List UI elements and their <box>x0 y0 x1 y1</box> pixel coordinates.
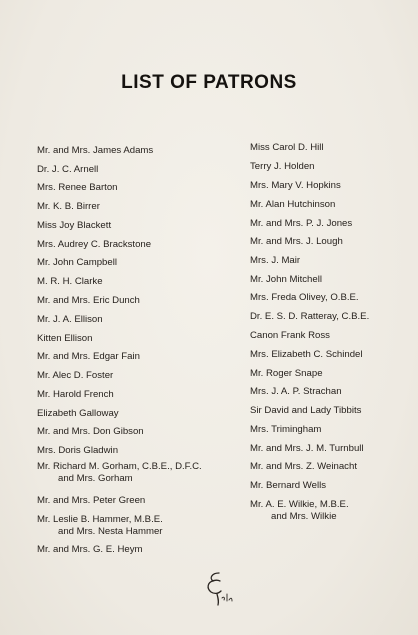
patron-entry <box>250 274 322 286</box>
patron-name: Mrs. Trimingham <box>250 424 322 435</box>
patron-entry <box>250 199 335 211</box>
patron-entry <box>250 311 369 323</box>
patron-name: Terry J. Holden <box>250 161 315 172</box>
patron-entry <box>250 180 341 192</box>
patron-name: Mr. Roger Snape <box>250 368 323 379</box>
patron-name: M. R. H. Clarke <box>37 276 103 287</box>
patron-name-continuation: and Mrs. Nesta Hammer <box>58 526 163 537</box>
patron-entry <box>250 330 330 342</box>
patron-name: Mrs. Mary V. Hopkins <box>250 180 341 191</box>
patron-entry <box>37 408 119 420</box>
page-title: LIST OF PATRONS <box>121 72 297 93</box>
patron-entry <box>250 142 324 154</box>
patron-entry <box>250 480 326 492</box>
patron-name: Mrs. Elizabeth C. Schindel <box>250 349 363 360</box>
patron-name: Mr. Richard M. Gorham, C.B.E., D.F.C. <box>37 461 202 472</box>
patron-entry <box>250 424 321 436</box>
patron-entry <box>37 389 114 401</box>
patron-entry <box>37 514 163 538</box>
patron-entry <box>250 161 315 173</box>
patron-name: Mr. and Mrs. Edgar Fain <box>37 351 140 362</box>
patron-name: Mrs. Renee Barton <box>37 182 118 193</box>
patron-name: Mr. and Mrs. J. M. Turnbull <box>250 443 364 454</box>
patron-name: Mr. and Mrs. Z. Weinacht <box>250 461 357 472</box>
patron-entry <box>250 386 342 398</box>
patron-entry <box>37 351 140 363</box>
patron-entry <box>250 255 300 267</box>
patron-name: Mr. John Mitchell <box>250 274 322 285</box>
patron-entry <box>250 368 323 380</box>
patron-entry <box>37 370 113 382</box>
patron-name: Mr. Leslie B. Hammer, M.B.E. <box>37 514 163 525</box>
patron-entry <box>37 145 153 157</box>
patron-name: Mr. John Campbell <box>37 257 117 268</box>
patron-name: Mr. K. B. Birrer <box>37 201 100 212</box>
patron-name: Mr. and Mrs. James Adams <box>37 145 154 156</box>
patron-entry <box>250 236 343 248</box>
patron-name: Mr. Alec D. Foster <box>37 370 114 381</box>
patron-entry <box>37 544 143 556</box>
patron-entry <box>37 333 92 345</box>
patron-entry <box>37 461 202 485</box>
patron-entry <box>250 499 349 523</box>
patron-name: Elizabeth Galloway <box>37 408 119 419</box>
patron-entry <box>250 218 352 230</box>
patron-entry <box>37 164 98 176</box>
patron-name: Dr. E. S. D. Ratteray, C.B.E. <box>250 311 370 322</box>
patron-entry <box>37 314 103 326</box>
patron-entry <box>37 426 144 438</box>
patron-name: Miss Joy Blackett <box>37 220 112 231</box>
patron-name: Mr. A. E. Wilkie, M.B.E. <box>250 499 349 510</box>
patron-entry <box>37 276 103 288</box>
patron-name: Mr. and Mrs. Don Gibson <box>37 426 144 437</box>
patron-name: Mr. and Mrs. Peter Green <box>37 495 146 506</box>
patron-name: Mr. and Mrs. J. Lough <box>250 236 343 247</box>
patron-name: Mr. and Mrs. G. E. Heym <box>37 544 143 555</box>
patron-entry <box>37 445 118 457</box>
patron-entry <box>37 239 151 251</box>
patron-entry <box>37 201 100 213</box>
patron-entry <box>250 349 363 361</box>
patron-entry <box>37 220 111 232</box>
patron-name: Mrs. Freda Olivey, O.B.E. <box>250 292 359 303</box>
patron-entry <box>250 292 359 304</box>
patron-name: Sir David and Lady Tibbits <box>250 405 362 416</box>
patron-name: Dr. J. C. Arnell <box>37 164 99 175</box>
patron-name: Mr. Harold French <box>37 389 114 400</box>
patron-entry <box>37 295 140 307</box>
patron-name: Mrs. Doris Gladwin <box>37 445 119 456</box>
patron-entry <box>37 257 117 269</box>
patron-name: Mr. Alan Hutchinson <box>250 199 336 210</box>
patron-name: Mr. J. A. Ellison <box>37 314 103 325</box>
patron-name: Kitten Ellison <box>37 333 93 344</box>
patron-name: Mr. and Mrs. Eric Dunch <box>37 295 140 306</box>
patron-name: Mrs. J. A. P. Strachan <box>250 386 342 397</box>
monogram-logo <box>198 567 238 607</box>
patron-entry <box>37 495 145 507</box>
patron-name: Mrs. Audrey C. Brackstone <box>37 239 152 250</box>
patron-name: Canon Frank Ross <box>250 330 330 341</box>
patron-name: Mrs. J. Mair <box>250 255 301 266</box>
patron-name: Mr. and Mrs. P. J. Jones <box>250 218 353 229</box>
patron-name: Mr. Bernard Wells <box>250 480 327 491</box>
patron-entry <box>250 443 364 455</box>
patron-entry <box>250 461 357 473</box>
patron-name-continuation: and Mrs. Wilkie <box>271 511 337 522</box>
patron-name: Miss Carol D. Hill <box>250 142 324 153</box>
patron-entry <box>250 405 361 417</box>
patron-entry <box>37 182 118 194</box>
patron-name-continuation: and Mrs. Gorham <box>58 473 133 484</box>
